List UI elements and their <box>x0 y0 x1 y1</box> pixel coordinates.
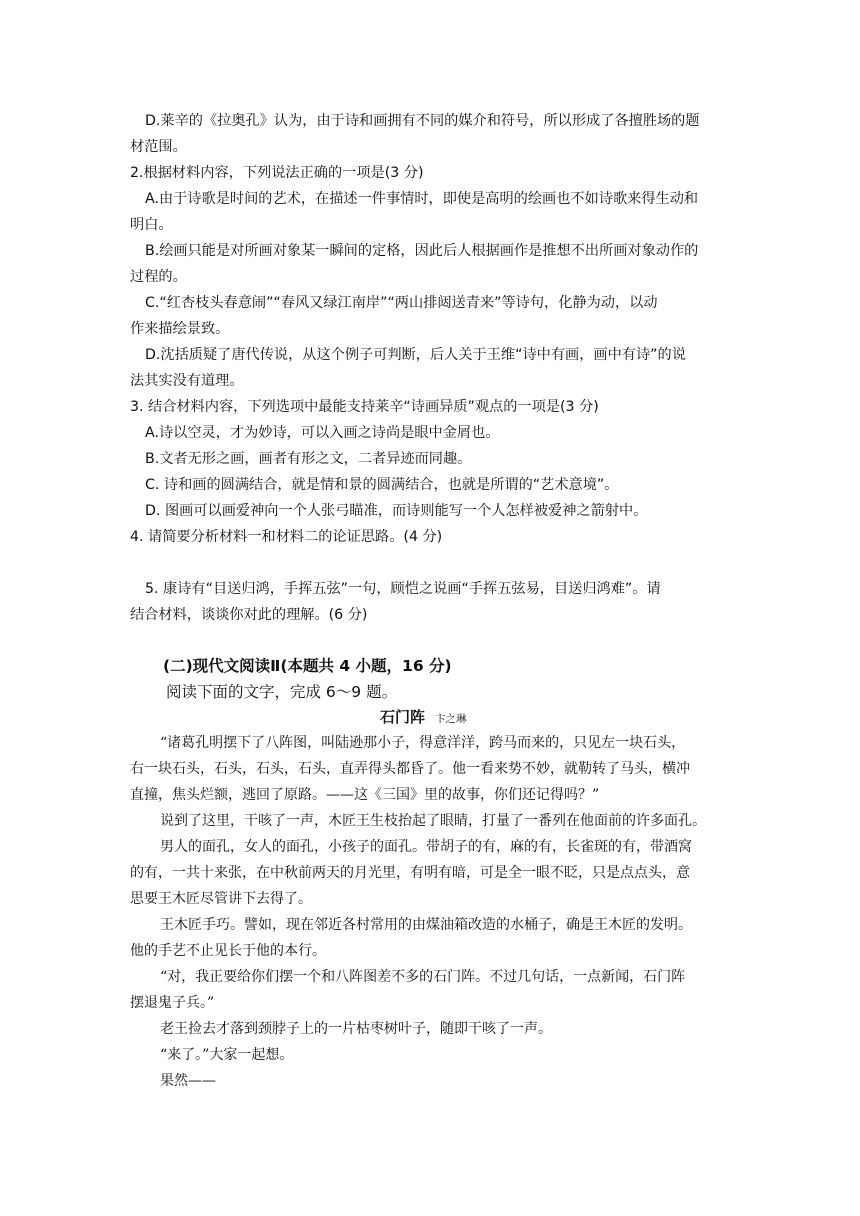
story-line: “诸葛孔明摆下了八阵图，叫陆逊那小子，得意洋洋，跨马而来的，只见左一块石头， <box>160 735 686 751</box>
q2-option-b-line1: B.绘画只能是对所画对象某一瞬间的定格，因此后人根据画作是推想不出所画对象动作的 <box>145 243 699 259</box>
story-title-block <box>380 707 467 729</box>
story-line: 老王捡去才落到颈脖子上的一片枯枣树叶子，随即干咳了一声。 <box>160 1021 552 1037</box>
q1-option-d-line1: D.莱辛的《拉奥孔》认为，由于诗和画拥有不同的媒介和符号，所以形成了各擅胜场的题 <box>145 113 700 129</box>
story-title: 石门阵 <box>380 708 426 726</box>
story-line: 果然—— <box>160 1073 216 1089</box>
story-line: 他的手艺不止见长于他的本行。 <box>130 943 326 959</box>
q2-option-c-line1: C.“红杏枝头春意闹”“春风又绿江南岸”“两山排闼送青来”等诗句，化静为动，以动 <box>145 295 658 311</box>
q2-option-d-line1: D.沈括质疑了唐代传说，从这个例子可判断，后人关于王维“诗中有画，画中有诗”的说 <box>145 347 686 363</box>
q2-stem: 2.根据材料内容，下列说法正确的一项是(3 分) <box>130 165 424 181</box>
q2-option-d-line2: 法其实没有道理。 <box>130 373 244 389</box>
q1-option-d-line2: 材范围。 <box>130 139 187 155</box>
story-line: 说到了这里，干咳了一声，木匠王生枝抬起了眼睛，打量了一番列在他面前的许多面孔。 <box>160 813 706 829</box>
q2-option-c-line2: 作来描绘景致。 <box>130 321 230 337</box>
section2-heading: (二)现代文阅读Ⅱ(本题共 4 小题，16 分) <box>163 657 452 675</box>
story-line: “对，我正要给你们摆一个和八阵图差不多的石门阵。不过几句话，一点新闻，石门阵 <box>160 969 686 985</box>
section2-instruction: 阅读下面的文字，完成 6～9 题。 <box>166 683 398 701</box>
q2-option-b-line2: 过程的。 <box>130 269 187 285</box>
story-line: 男人的面孔，女人的面孔，小孩子的面孔。带胡子的有，麻的有，长雀斑的有，带酒窝 <box>160 839 692 855</box>
q2-option-a-line1: A.由于诗歌是时间的艺术，在描述一件事情时，即使是高明的绘画也不如诗歌来得生动和 <box>145 191 699 207</box>
q5-line2: 结合材料，谈谈你对此的理解。(6 分) <box>130 607 368 623</box>
story-line: “来了。”大家一起想。 <box>160 1047 294 1063</box>
story-line: 摆退鬼子兵。” <box>130 995 215 1011</box>
q3-option-c: C. 诗和画的圆满结合，就是情和景的圆满结合，也就是所谓的“艺术意境”。 <box>145 477 619 493</box>
story-line: 直撞，焦头烂额，逃回了原路。——这《三国》里的故事，你们还记得吗？” <box>130 787 600 803</box>
q3-option-b: B.文者无形之画，画者有形之文，二者异迹而同趣。 <box>145 451 472 467</box>
q3-option-a: A.诗以空灵，才为妙诗，可以入画之诗尚是眼中金屑也。 <box>145 425 500 441</box>
story-line: 右一块石头，石头，石头，石头，直弄得头都昏了。他一看来势不妙，就勒转了马头，横冲 <box>130 761 690 777</box>
story-author: 卞之琳 <box>435 713 467 725</box>
q3-stem: 3. 结合材料内容，下列选项中最能支持莱辛“诗画异质”观点的一项是(3 分) <box>130 399 599 415</box>
q2-option-a-line2: 明白。 <box>130 217 173 233</box>
q3-option-d: D. 图画可以画爱神向一个人张弓瞄准，而诗则能写一个人怎样被爱神之箭射中。 <box>145 503 648 519</box>
story-line: 王木匠手巧。譬如，现在邻近各村常用的由煤油箱改造的水桶子，确是王木匠的发明。 <box>160 917 692 933</box>
story-line: 的有，一共十来张，在中秋前两天的月光里，有明有暗，可是全一眼不眨，只是点点头，意 <box>130 865 690 881</box>
q5-line1: 5. 康诗有“目送归鸿，手挥五弦”一句，顾恺之说画“手挥五弦易，目送归鸿难”。请 <box>145 581 661 597</box>
q4-stem: 4. 请简要分析材料一和材料二的论证思路。(4 分) <box>130 529 443 545</box>
story-line: 思要王木匠尽管讲下去得了。 <box>130 891 312 907</box>
